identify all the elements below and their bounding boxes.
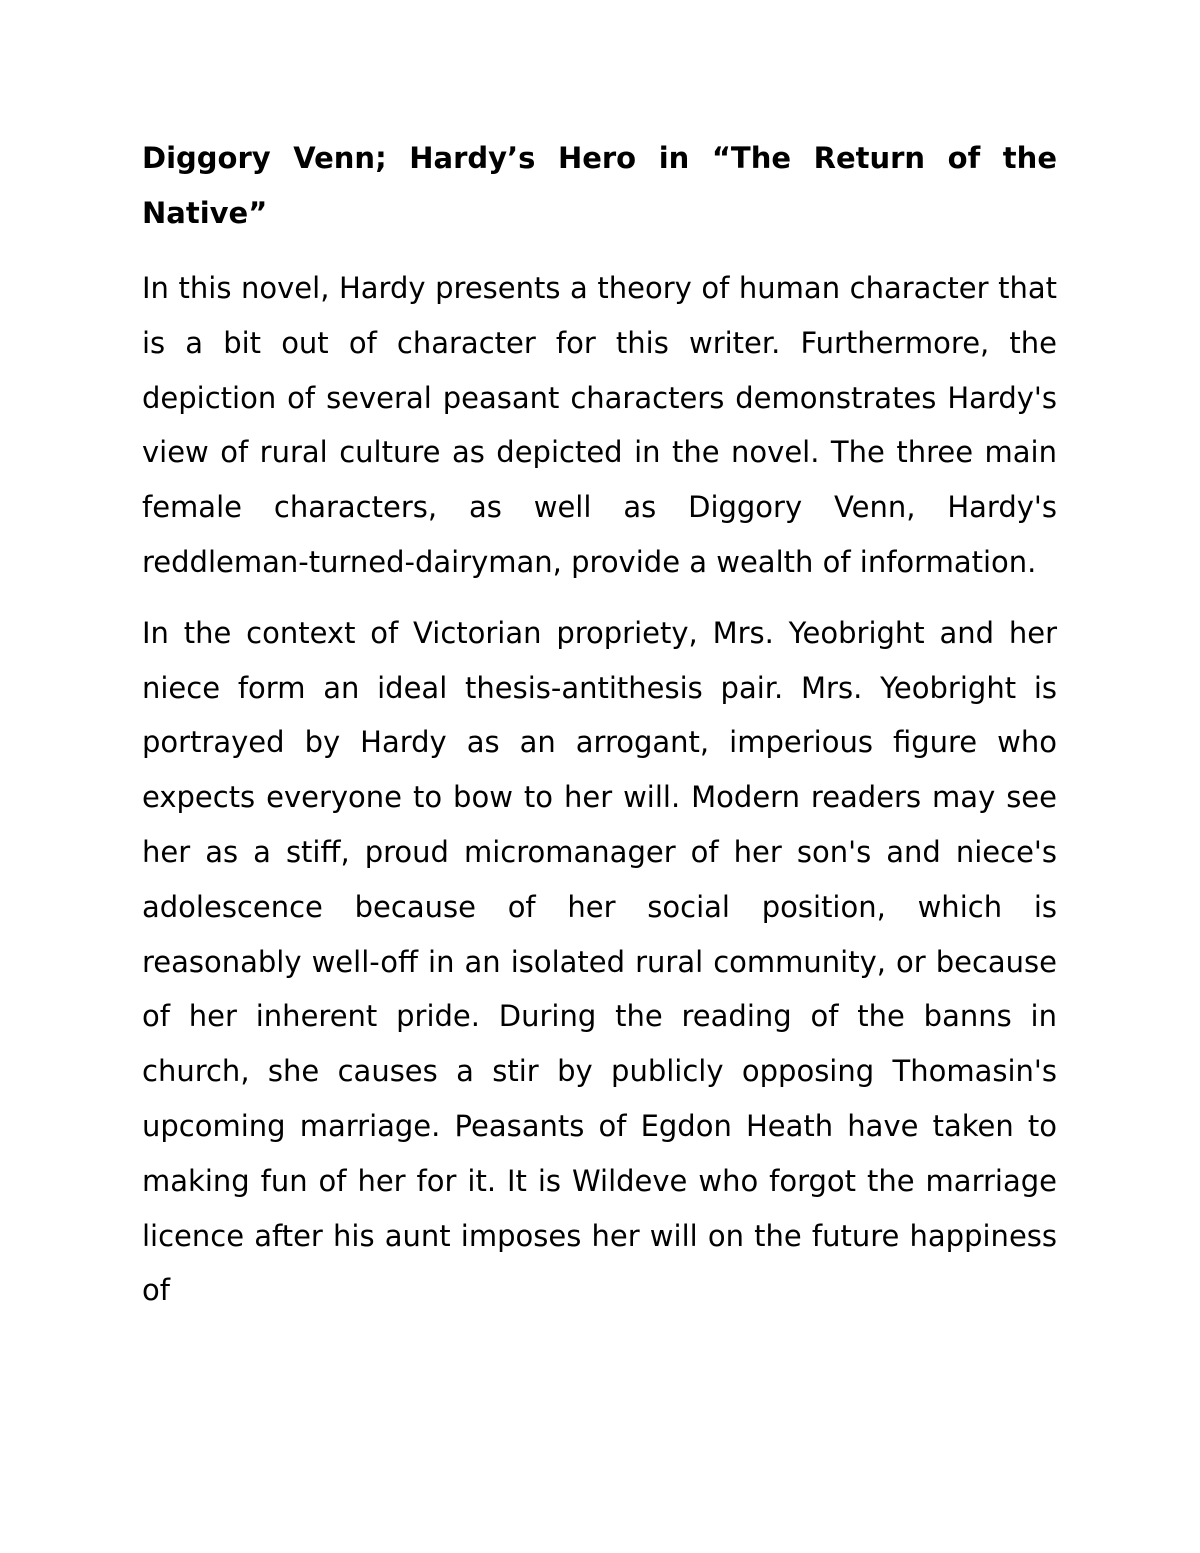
paragraph-mrs-yeobright: In the context of Victorian propriety, Mrs. Yeobright and her niece form an ideal thesis-antithesis pair. Mrs. Yeobright is portrayed by Hardy as an arrogant, imperious figure who expects everyone to bow to her will. Modern readers may see her as a stiff, proud micromanager of her son's and niece's adolescence because of her social position, which is reasonably well-off in an isolated rural community, or because of her inherent pride. During the reading of the banns in church, she causes a stir by publicly opposing Thomasin's upcoming marriage. Peasants of Egdon Heath have taken to making fun of her for it. It is Wildeve who forgot the marriage licence after his aunt imposes her will on the future happiness of bbox=[142, 615, 1057, 1308]
paragraph-intro: In this novel, Hardy presents a theory of human character that is a bit out of character for this writer. Furthermore, the depiction of several peasant characters demonstrates Hardy's view of rural culture as depicted in the novel. The three main female characters, as well as Diggory Venn, Hardy's reddleman-turned-dairyman, provide a wealth of information. bbox=[142, 271, 1057, 579]
document-title: Diggory Venn; Hardy’s Hero in “The Return of the Native” bbox=[142, 141, 1057, 230]
document-page bbox=[142, 131, 1057, 1334]
